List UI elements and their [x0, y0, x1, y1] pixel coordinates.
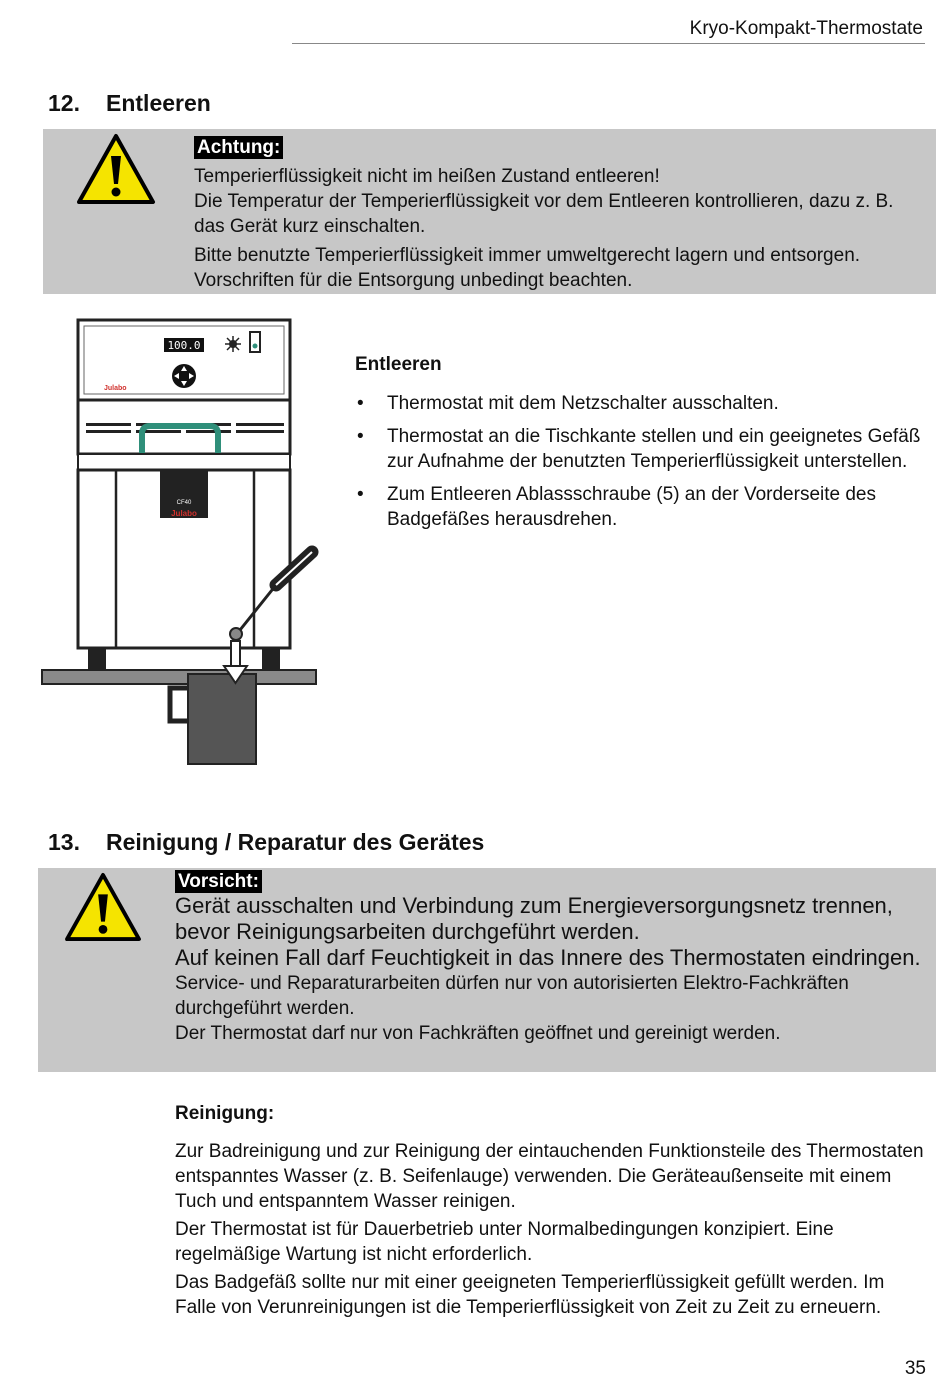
list-item: • Thermostat an die Tischkante stellen und ein geeignetes Gefäß zur Aufnahme der benutzten Temperierflüssigkeit unterstellen. — [355, 424, 925, 474]
warning-line: Bitte benutzte Temperierflüssigkeit immer umweltgerecht lagern und entsorgen. Vorschriften für die Entsorgung unbedingt beachten. — [194, 245, 861, 291]
section-12-title: Entleeren — [106, 90, 211, 116]
drain-container — [188, 674, 256, 764]
steps-title: Entleeren — [355, 354, 442, 375]
brand-logo-body: Julabo — [171, 509, 197, 518]
section-13-number: 13. — [48, 829, 80, 855]
list-item: • Thermostat mit dem Netzschalter ausschalten. — [355, 391, 925, 416]
brand-logo-head: Julabo — [104, 385, 127, 392]
warning-triangle-icon — [64, 872, 142, 942]
warning-line: Service- und Reparaturarbeiten dürfen nur von autorisierten Elektro-Fachkräften durchgeführt werden. — [175, 973, 849, 1019]
section-12-heading — [48, 90, 211, 117]
section-13-title: Reinigung / Reparatur des Gerätes — [106, 829, 485, 855]
steps-list — [355, 391, 925, 540]
warning-triangle-icon — [76, 133, 156, 205]
header-rule — [292, 43, 925, 44]
thermostat-drain-illustration — [40, 316, 320, 771]
warning-line: Temperierflüssigkeit nicht im heißen Zustand entleeren! — [194, 166, 660, 187]
display-panel — [164, 338, 204, 352]
cleaning-title: Reinigung: — [175, 1103, 275, 1124]
warning-box-vorsicht — [38, 868, 936, 1072]
paragraph: Der Thermostat ist für Dauerbetrieb unter Normalbedingungen konzipiert. Eine regelmäßige Wartung ist nicht erforderlich. — [175, 1219, 834, 1265]
keypad-icon — [172, 364, 196, 388]
warning-label: Achtung: — [194, 136, 283, 159]
section-13-heading — [48, 829, 484, 856]
warning-line: Gerät ausschalten und Verbindung zum Energieversorgungsnetz trennen, bevor Reinigungsarbeiten durchgeführt werden. — [175, 893, 893, 944]
page-number: 35 — [904, 1358, 926, 1379]
warning-line: Die Temperatur der Temperierflüssigkeit vor dem Entleeren kontrollieren, dazu z. B. das Gerät kurz einschalten. — [194, 191, 894, 237]
warning-box-achtung — [43, 129, 936, 294]
power-switch-icon — [250, 332, 260, 352]
model-label: CF40 — [176, 500, 192, 506]
warning-line: Der Thermostat darf nur von Fachkräften geöffnet und gereinigt werden. — [175, 1023, 781, 1044]
paragraph: Zur Badreinigung und zur Reinigung der eintauchenden Funktionsteile des Thermostaten entspanntes Wasser (z. B. Seifenlauge) verwenden. Die Geräteaußenseite mit einem Tuch und entspanntem Wasser reinigen. — [175, 1141, 924, 1212]
section-12-number: 12. — [48, 90, 80, 116]
warning-line: Auf keinen Fall darf Feuchtigkeit in das Innere des Thermostaten eindringen. — [175, 945, 921, 970]
list-item: • Zum Entleeren Ablassschraube (5) an der Vorderseite des Badgefäßes herausdrehen. — [355, 482, 925, 532]
warning-label: Vorsicht: — [175, 870, 262, 893]
running-header: Kryo-Kompakt-Thermostate — [689, 18, 923, 39]
cleaning-body — [175, 1139, 925, 1320]
display-value: 100.0 — [167, 339, 201, 352]
paragraph: Das Badgefäß sollte nur mit einer geeigneten Temperierflüssigkeit gefüllt werden. Im Falle von Verunreinigungen ist die Temperierflüssigkeit von Zeit zu Zeit zu erneuern. — [175, 1272, 885, 1318]
sun-icon — [225, 336, 241, 352]
